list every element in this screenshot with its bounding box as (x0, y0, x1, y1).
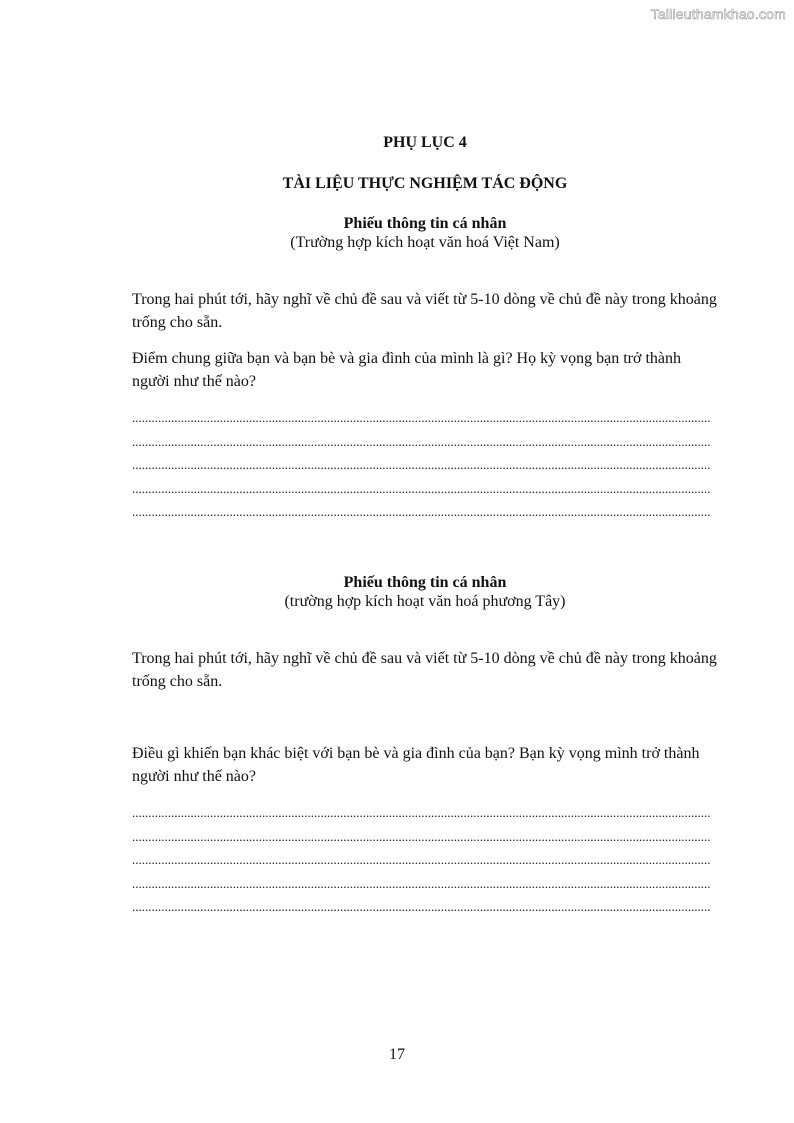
answer-line[interactable]: .................................................................................................................................................................................. (132, 875, 711, 891)
appendix-title: PHỤ LỤC 4 (383, 134, 467, 151)
form2-header (132, 573, 718, 611)
answer-line[interactable]: .................................................................................................................................................................................. (132, 852, 711, 867)
form1-subheading: (Trường hợp kích hoạt văn hoá Việt Nam) (290, 234, 560, 251)
form1-instruction: Trong hai phút tới, hãy nghĩ về chủ đề sau và viết từ 5-10 dòng về chủ đề này trong khoảng trống cho sẵn. (132, 291, 717, 331)
watermark-text: Tailieuthamkhao.com (650, 6, 786, 22)
form2-subheading: (trường hợp kích hoạt văn hoá phương Tây) (284, 593, 566, 610)
answer-line[interactable]: .................................................................................................................................................................................. (132, 504, 711, 519)
form2-instruction: Trong hai phút tới, hãy nghĩ về chủ đề sau và viết từ 5-10 dòng về chủ đề này trong khoảng trống cho sẵn. (132, 650, 717, 690)
answer-line[interactable]: .................................................................................................................................................................................. (132, 410, 711, 425)
main-title: TÀI LIỆU THỰC NGHIỆM TÁC ĐỘNG (282, 175, 568, 192)
form1-heading: Phiếu thông tin cá nhân (343, 215, 507, 232)
form1-question: Điểm chung giữa bạn và bạn bè và gia đình của mình là gì? Họ kỳ vọng bạn trở thành người như thế nào? (132, 350, 681, 390)
answer-line[interactable]: .................................................................................................................................................................................. (132, 480, 711, 496)
page-number: 17 (389, 1046, 405, 1063)
answer-line[interactable]: .................................................................................................................................................................................. (132, 805, 711, 820)
answer-line[interactable]: .................................................................................................................................................................................. (132, 828, 711, 844)
answer-line[interactable]: .................................................................................................................................................................................. (132, 433, 711, 449)
form1-answer-area[interactable] (132, 406, 718, 524)
form2-question: Điều gì khiến bạn khác biệt với bạn bè và gia đình của bạn? Bạn kỳ vọng mình trở thành người như thế nào? (132, 745, 700, 785)
form2-heading: Phiếu thông tin cá nhân (343, 574, 507, 591)
form2-answer-area[interactable] (132, 801, 718, 919)
answer-line[interactable]: .................................................................................................................................................................................. (132, 457, 711, 472)
answer-line[interactable]: .................................................................................................................................................................................. (132, 899, 711, 914)
form1-header (132, 214, 718, 252)
